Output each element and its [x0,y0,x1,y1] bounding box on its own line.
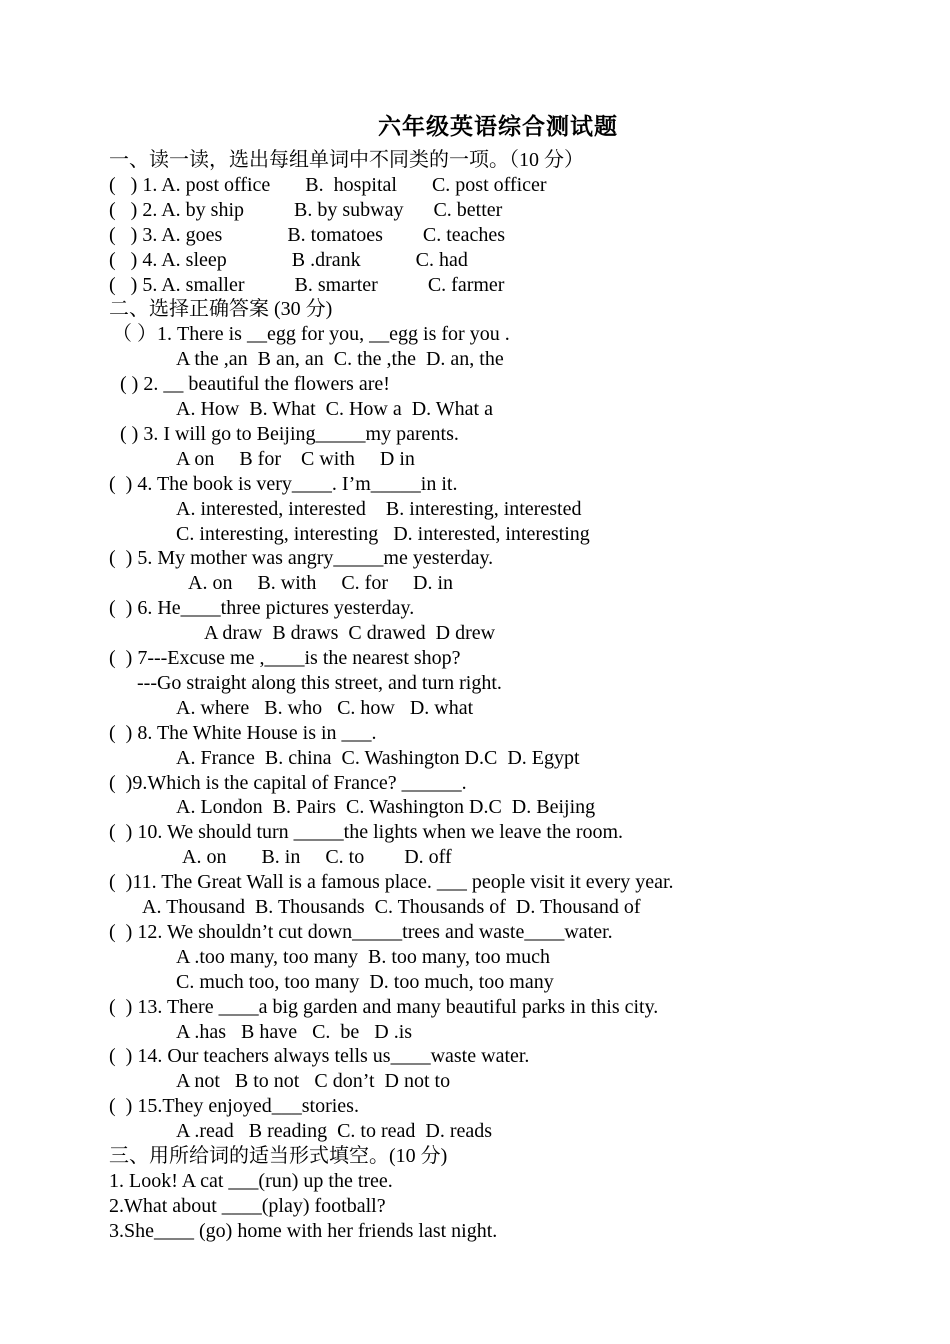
exam-line: A .too many, too many B. too many, too much [176,945,551,968]
exam-line: ( ) 4. The book is very____. I’m_____in it. [109,472,458,495]
exam-line: C. interesting, interesting D. interested, interesting [176,522,590,545]
exam-line: ( ) 2. __ beautiful the flowers are! [120,373,390,396]
exam-line: ( ) 5. My mother was angry_____me yesterday. [109,547,494,570]
exam-line: ( ) 5. A. smaller B. smarter C. farmer [109,273,505,296]
exam-line: A. France B. china C. Washington D.C D. Egypt [176,746,580,769]
exam-line: ( ) 1. A. post office B. hospital C. post officer [109,173,547,196]
exam-line: ( ) 4. A. sleep B .drank C. had [109,248,468,271]
exam-line: 二、选择正确答案 (30 分) [109,298,333,321]
exam-line: A on B for C with D in [176,447,415,470]
page-title: 六年级英语综合测试题 [378,114,618,139]
exam-line: ( ) 6. He____three pictures yesterday. [109,597,415,620]
exam-line: 2.What about ____(play) football? [109,1194,386,1217]
exam-line: ( ) 10. We should turn _____the lights when we leave the room. [109,821,624,844]
exam-line: ( ) 13. There ____a big garden and many beautiful parks in this city. [109,995,659,1018]
exam-line: ( ) 2. A. by ship B. by subway C. better [109,198,503,221]
exam-line: C. much too, too many D. too much, too many [176,970,554,993]
exam-line: A .read B reading C. to read D. reads [176,1120,493,1143]
exam-line: （ ）1. There is __egg for you, __egg is for you . [112,323,510,346]
exam-line: ( )9.Which is the capital of France? ______. [109,771,467,794]
exam-line: A not B to not C don’t D not to [176,1070,451,1093]
exam-line: A .has B have C. be D .is [176,1020,413,1043]
exam-line: A draw B draws C drawed D drew [204,622,496,645]
exam-line: A. on B. with C. for D. in [188,572,453,595]
exam-line: 三、用所给词的适当形式填空。(10 分) [109,1145,448,1167]
exam-line: 1. Look! A cat ___(run) up the tree. [109,1169,393,1192]
exam-line: 一、读一读，选出每组单词中不同类的一项。（10 分） [109,149,584,171]
exam-line: ( ) 12. We shouldn’t cut down_____trees and waste____water. [109,920,613,943]
exam-line: A the ,an B an, an C. the ,the D. an, the [176,348,504,371]
exam-line: A. London B. Pairs C. Washington D.C D. Beijing [176,796,596,819]
exam-line: A. interested, interested B. interesting, interested [176,497,582,520]
exam-line: ( ) 3. I will go to Beijing_____my parents. [120,422,459,445]
exam-line: ( ) 15.They enjoyed___stories. [109,1095,359,1118]
exam-line: ---Go straight along this street, and turn right. [137,671,502,694]
exam-line: A. where B. who C. how D. what [176,696,474,719]
exam-line: ( ) 8. The White House is in ___. [109,721,377,744]
exam-line: A. How B. What C. How a D. What a [176,398,493,420]
exam-line: 3.She____ (go) home with her friends last night. [109,1219,498,1242]
exam-line: ( ) 7---Excuse me ,____is the nearest shop? [109,647,461,669]
exam-line: ( )11. The Great Wall is a famous place. ___ people visit it every year. [109,871,674,894]
exam-line: ( ) 14. Our teachers always tells us____waste water. [109,1045,530,1068]
exam-line: ( ) 3. A. goes B. tomatoes C. teaches [109,223,506,246]
exam-line: A. Thousand B. Thousands C. Thousands of D. Thousand of [142,896,641,918]
exam-line: A. on B. in C. to D. off [182,846,452,869]
